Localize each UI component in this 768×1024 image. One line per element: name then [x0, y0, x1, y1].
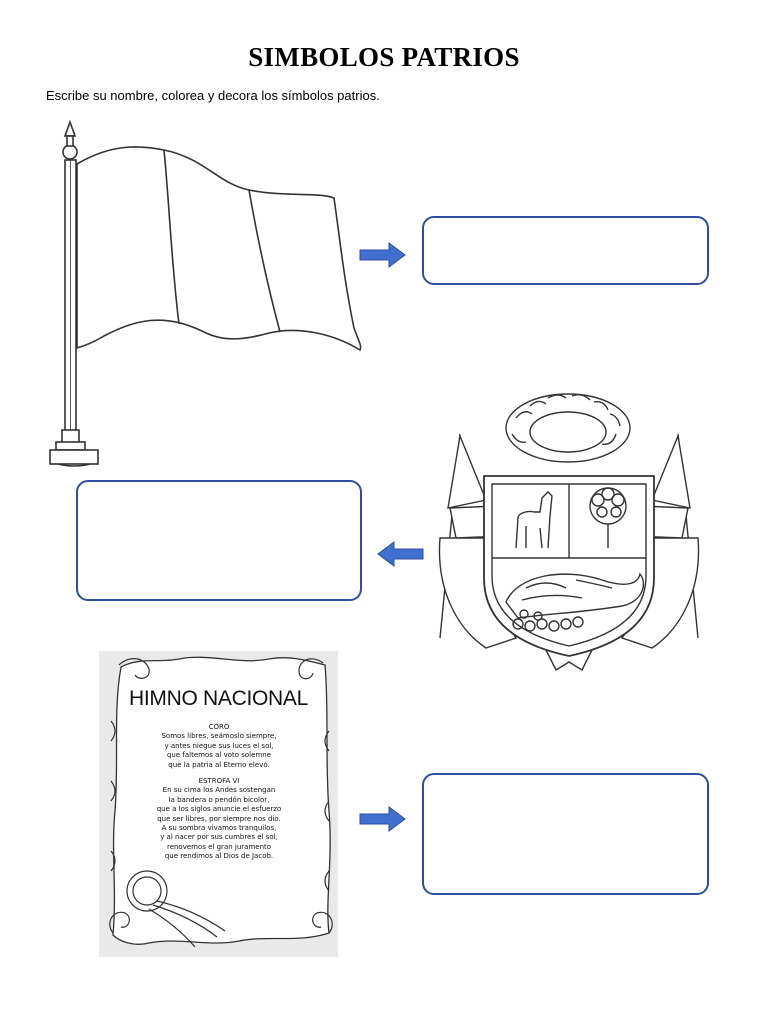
- hymn-line: En su cima los Andes sostengan: [162, 786, 276, 795]
- worksheet-instruction: Escribe su nombre, colorea y decora los símbolos patrios.: [46, 88, 380, 103]
- hymn-line: que faltemos al voto solemne: [166, 751, 271, 760]
- hymn-text-block: [99, 651, 338, 957]
- arrow-right-icon: [359, 806, 407, 832]
- hymn-coro-heading: CORO: [208, 723, 230, 731]
- hymn-line: la bandera o pendón bicolor,: [168, 795, 270, 804]
- hymn-title: HIMNO NACIONAL: [129, 687, 308, 710]
- hymn-line: A su sombra vivamos tranquilos,: [161, 824, 277, 833]
- hymn-line: que la patria al Eterno elevó.: [168, 760, 270, 769]
- flag-illustration: [44, 120, 374, 472]
- hymn-lyrics: [129, 723, 309, 862]
- hymn-line: que rendimos al Dios de Jacob.: [164, 852, 274, 861]
- arrow-right-icon: [359, 242, 407, 268]
- hymn-estrofa-heading: ESTROFA VI: [198, 777, 240, 786]
- coat-of-arms-name-answer-box[interactable]: [76, 480, 362, 601]
- worksheet-title: SIMBOLOS PATRIOS: [248, 42, 520, 72]
- hymn-name-answer-box[interactable]: [422, 773, 709, 895]
- hymn-line: que ser libres, por siempre nos dio.: [157, 814, 281, 823]
- hymn-line: y al nacer por sus cumbres el sol,: [160, 833, 278, 842]
- hymn-line: Somos libres, seámoslo siempre,: [161, 732, 277, 741]
- hymn-line: que a los siglos anuncie el esfuerzo: [156, 805, 282, 814]
- coat-of-arms-illustration: [426, 388, 712, 680]
- hymn-line: y antes niegue sus luces el sol,: [164, 741, 274, 750]
- arrow-left-icon: [376, 541, 424, 567]
- hymn-line: renovemos el gran juramento: [166, 842, 272, 851]
- flag-name-answer-box[interactable]: [422, 216, 709, 285]
